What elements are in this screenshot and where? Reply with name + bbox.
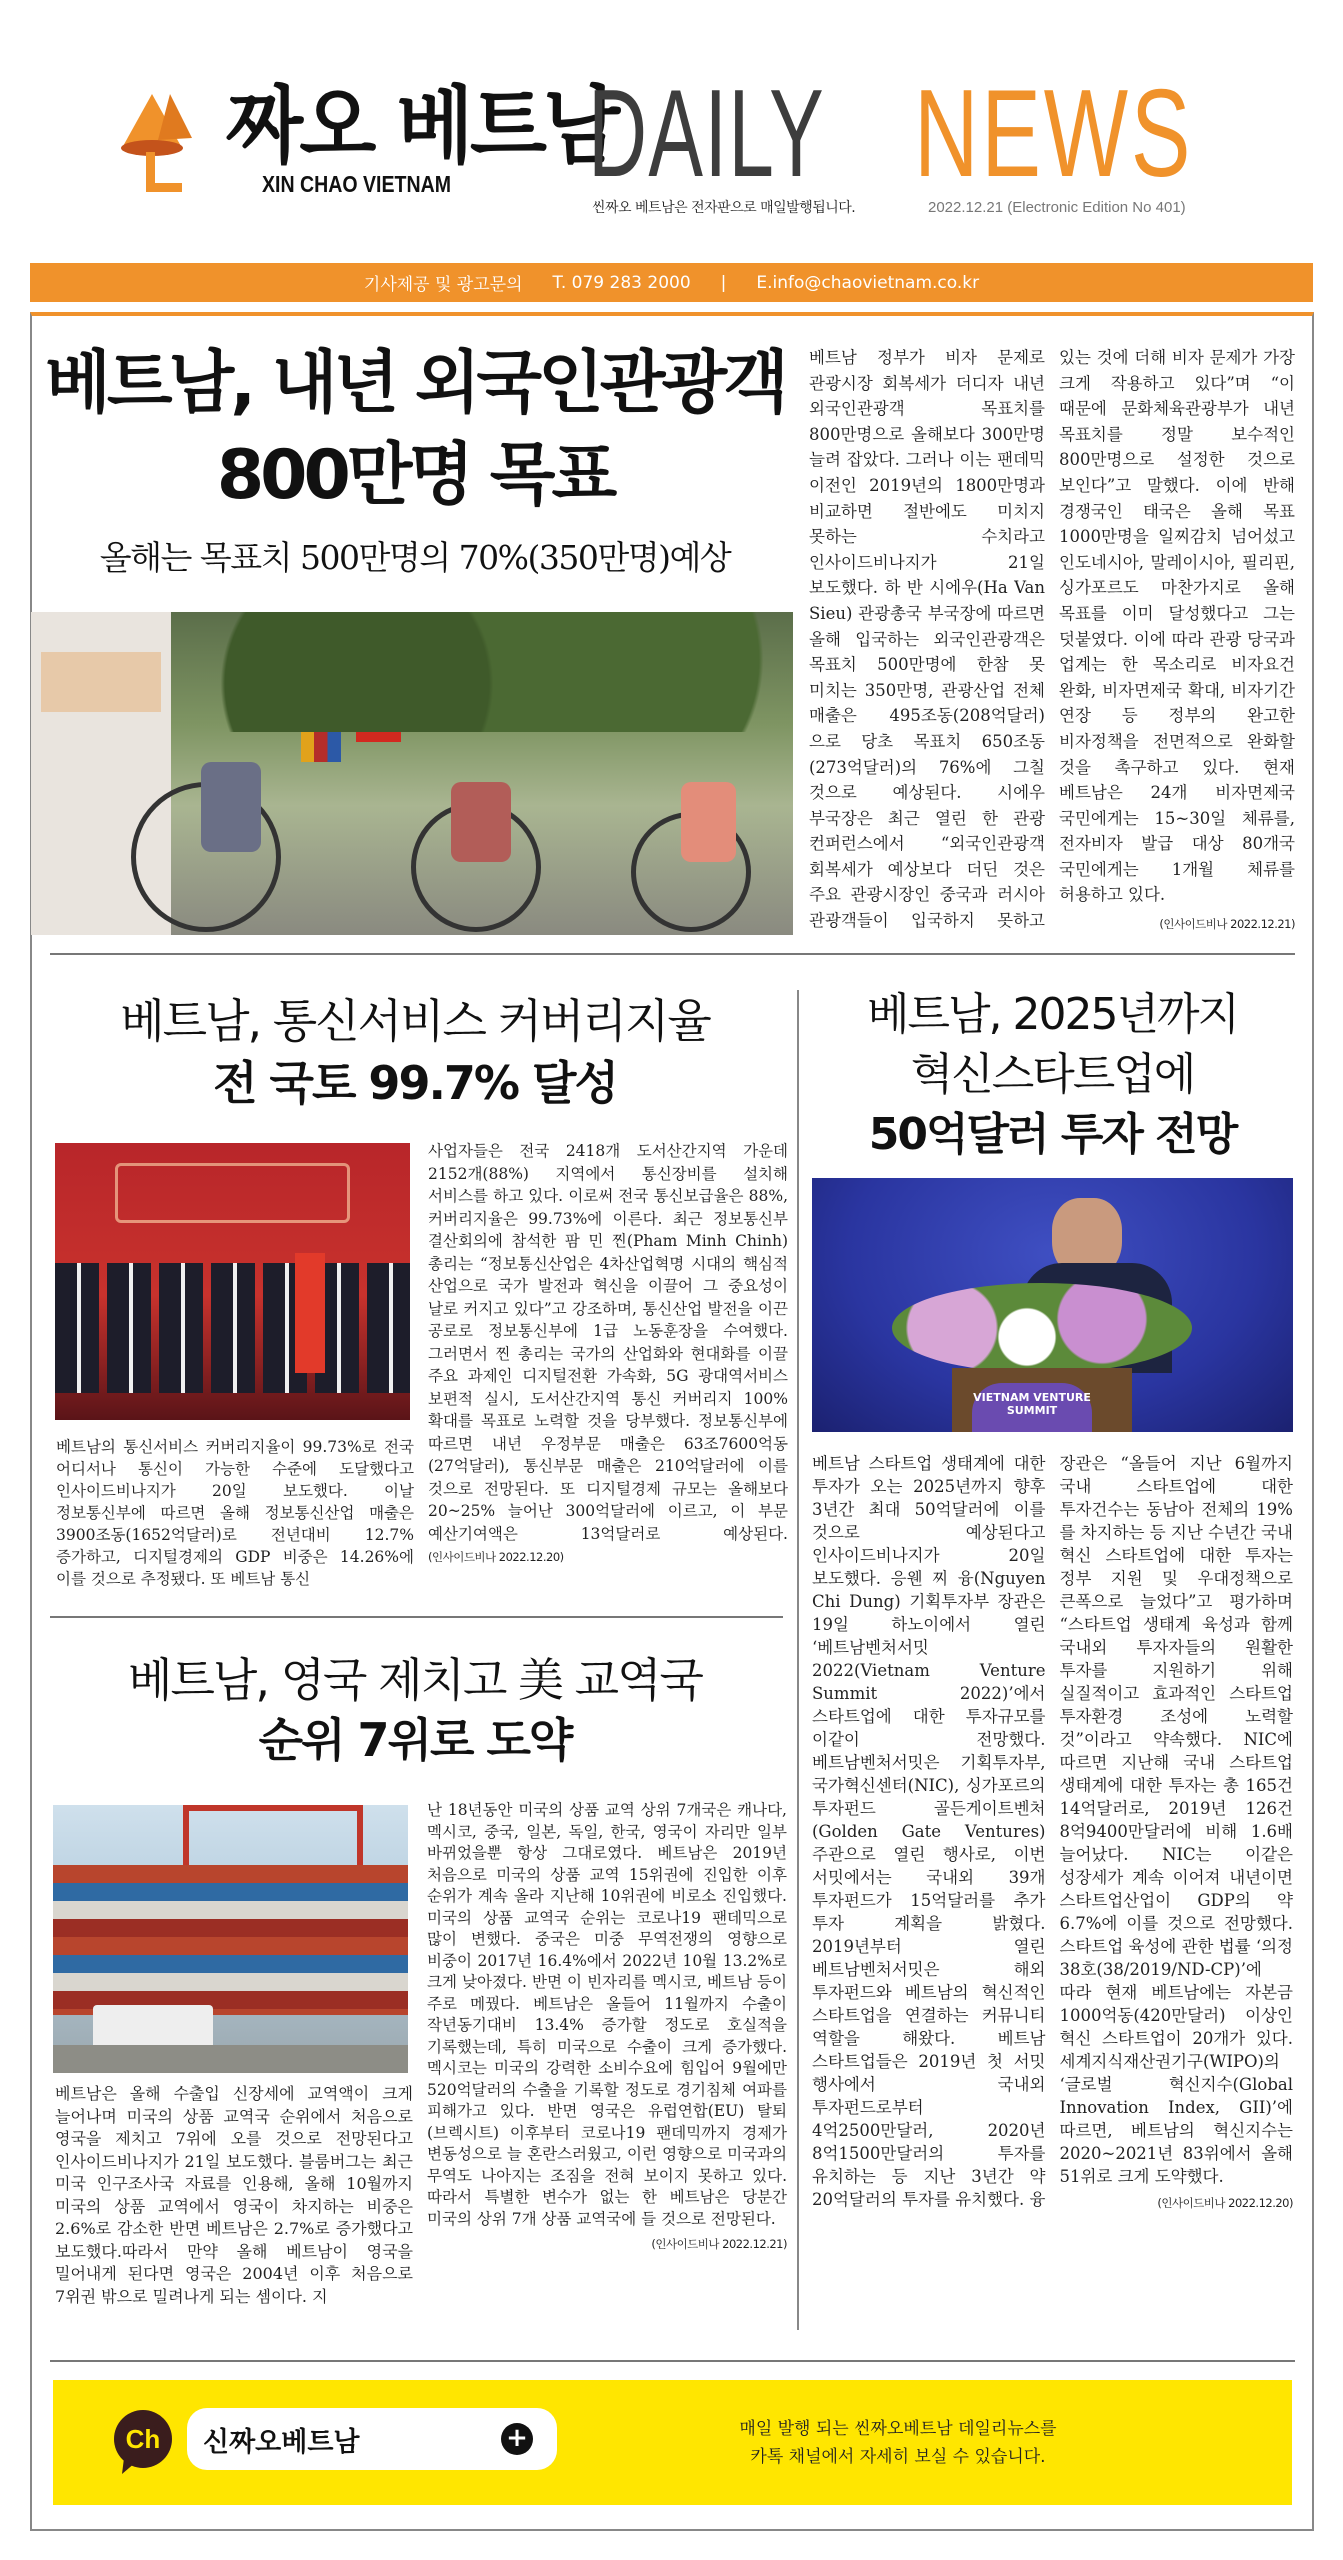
footer-message xyxy=(653,2415,1143,2471)
contact-bar xyxy=(30,263,1313,302)
kakao-channel-banner[interactable] xyxy=(53,2380,1292,2505)
article-2-body-right xyxy=(428,1140,788,1569)
add-channel-icon[interactable]: + xyxy=(501,2423,533,2455)
contact-email[interactable]: E.info@chaovietnam.co.kr xyxy=(756,272,980,293)
article-1-credit: (인사이드비나 2022.12.21) xyxy=(1159,917,1295,932)
footer-divider xyxy=(50,2360,1295,2362)
article-1-body-text: 베트남 정부가 비자 문제로 관광시장 회복세가 더디자 내년 외국인관광객 목표치를 800만명으로 올해보다 300만명 늘려 잡았다. 그러나 이는 팬데믹 이전인 2019년의 1800만명과 비교하면 절반에도 미치지 못하는 수치라고 인사이드비나지가 21일 보도했다. 하 반 시에우(Ha Van Sieu) 관광총국 부국장에 따르면 올해 입국하는 외국인관광객은 목표치 500만명에 한참 못 미치는 350만명, 관광산업 전체 매출은 495조동(208억달러)으로 당초 목표치 650조동(273억달러)의 76%에 그칠 것으로 예상된다. 시에우 부국장은 최근 열린 한 관광 컨퍼런스에서 “외국인관광객 회복세가 예상보다 더딘 것은 주요 관광시장인 중국과 러시아 관광객들이 입국하지 못하고 있는 것에 더해 비자 문제가 가장 크게 작용하고 있다”며 “이 때문에 문화체육관광부가 내년 목표치를 정말 보수적인 800만명으로 설정한 것으로 보인다”고 말했다. 이에 반해 경쟁국인 태국은 올해 목표 1000만명을 일찌감치 넘어섰고 인도네시아, 말레이시아, 필리핀, 싱가포르도 마찬가지로 올해 목표를 이미 달성했다고 그는 덧붙였다. 이에 따라 관광 당국과 업계는 한 목소리로 비자요건 완화, 비자면제국 확대, 비자기간 연장 등 정부의 완고한 비자정책을 전면적으로 완화할 것을 촉구하고 있다. 현재 베트남은 24개 비자면제국 국민에게는 15~30일 체류를, 전자비자 발급 대상 80개국 국민에게는 1개월 체류를 허용하고 있다. xyxy=(809,348,1295,931)
article-1-headline xyxy=(30,338,800,522)
article-2-body-right-text: 사업자들은 전국 2418개 도서산간지역 가운데 2152개(88%) 지역에서 통신장비를 설치해 서비스를 하고 있다. 이로써 전국 통신보급율은 88%, 커버리지율은 99.73%에 이른다. 최근 정보통신부 결산회의에 참석한 팜 민 찐(Pham Minh Chinh) 총리는 “정보통신산업은 4차산업혁명 시대의 핵심적 산업으로 국가 발전과 혁신을 이끌어 그 중요성이 날로 커지고 있다”고 강조하며, 통신산업 발전을 이끈 공로로 정보통신부에 1급 노동훈장을 수여했다. 그러면서 찐 총리는 국가의 산업화와 현대화를 이끌 주요 과제인 디지털전환 가속화, 5G 광대역서비스 보편적 실시, 도서산간지역 통신 커버리지 100% 확대를 목표로 노력할 것을 당부했다. 정보통신부에 따르면 내년 우정부문 매출은 63조7600억동(27억달러), 통신부문 매출은 210억달러에 이를 것으로 전망된다. 또 디지털경제 규모는 올해보다 20~25% 늘어난 300억달러에 이르고, 이 부문 예산기여액은 13억달러로 예상된다. xyxy=(428,1142,788,1543)
logo xyxy=(112,88,202,200)
article-4-body-right xyxy=(427,1800,787,2256)
article-3-headline-line3: 50억달러 투자 전망 xyxy=(868,1109,1237,1160)
article-2-photo xyxy=(55,1143,410,1420)
kakao-ch-text: Ch xyxy=(125,2424,161,2454)
title-news: NEWS xyxy=(914,65,1194,203)
venture-summit-sign: VIETNAM VENTURE SUMMIT xyxy=(972,1383,1092,1432)
section-divider-2 xyxy=(50,1616,783,1618)
article-2-headline-line1: 베트남, 통신서비스 커버리지율 xyxy=(120,994,710,1048)
article-3-headline-line1: 베트남, 2025년까지 xyxy=(867,989,1238,1040)
article-2-credit: (인사이드비나 2022.12.20) xyxy=(428,1550,564,1564)
contact-label: 기사제공 및 광고문의 xyxy=(363,275,523,295)
article-3-headline xyxy=(810,985,1295,1165)
article-2-body-left: 베트남의 통신서비스 커버리지율이 99.73%로 전국 어디서나 통신이 가능한 수준에 도달했다고 인사이드비나지가 20일 보도했다. 이날 정보통신부에 따르면 올해 정보통신산업 매출은 3900조동(1652억달러)로 전년대비 12.7% 증가하고, 디지털경제의 GDP 비중은 14.26%에 이를 것으로 추정됐다. 또 베트남 통신 xyxy=(56,1438,414,1588)
article-1-body xyxy=(809,345,1295,938)
logo-english-text: XIN CHAO VIETNAM xyxy=(262,171,451,197)
article-4-headline-line1: 베트남, 영국 제치고 美 교역국 xyxy=(128,1653,702,1707)
masthead-tagline: 씬짜오 베트남은 전자판으로 매일발행됩니다. xyxy=(592,200,856,216)
article-4-credit: (인사이드비나 2022.12.21) xyxy=(651,2237,787,2251)
article-3-photo xyxy=(812,1178,1293,1432)
article-3-headline-line2: 혁신스타트업에 xyxy=(910,1049,1195,1100)
edition-info: 2022.12.21 (Electronic Edition No 401) xyxy=(928,199,1186,216)
contact-phone[interactable]: T. 079 283 2000 xyxy=(552,272,691,293)
logo-cones-icon xyxy=(112,88,202,200)
article-1-subheadline: 올해는 목표치 500만명의 70%(350만명)예상 xyxy=(99,538,731,577)
column-divider xyxy=(797,990,799,2330)
logo-korean-text: 짜오 베트남 xyxy=(226,77,617,175)
footer-message-line2: 카톡 채널에서 자세히 보실 수 있습니다. xyxy=(750,2447,1046,2467)
footer-message-line1: 매일 발행 되는 씬짜오베트남 데일리뉴스를 xyxy=(739,2419,1057,2439)
article-4-headline-line2: 순위 7위로 도약 xyxy=(258,1713,572,1767)
kakao-channel-icon[interactable] xyxy=(110,2410,178,2476)
article-3-credit: (인사이드비나 2022.12.20) xyxy=(1157,2196,1293,2210)
channel-name: 신짜오베트남 xyxy=(203,2426,360,2458)
article-4-body-left: 베트남은 올해 수출입 신장세에 교역액이 크게 늘어나며 미국의 상품 교역국 순위에서 처음으로 영국을 제치고 7위에 오를 것으로 전망된다고 인사이드비나지가 21일 보도했다. 블룸버그는 최근 미국 인구조사국 자료를 인용해, 올해 10월까지 미국의 상품 교역에서 영국이 차지하는 비중은 2.6%로 감소한 반면 베트남은 2.7%로 증가했다고 보도했다.따라서 만약 올해 베트남이 영국을 밀어내게 된다면 영국은 2004년 이후 처음으로 7위권 밖으로 밀려나게 되는 셈이다. 지 xyxy=(55,2084,413,2306)
channel-name-pill[interactable] xyxy=(187,2408,557,2470)
article-4-headline xyxy=(40,1650,790,1770)
article-4-body-right-text: 난 18년동안 미국의 상품 교역 상위 7개국은 캐나다, 멕시코, 중국, 일본, 독일, 한국, 영국이 자리만 일부 바뀌었을뿐 항상 그대로였다. 베트남은 2019년 처음으로 미국의 상품 교역 15위권에 진입한 이후 순위가 계속 올라 지난해 10위권에 비로소 진입했다. 미국의 상품 교역국 순위는 코로나19 팬데믹으로 많이 변했다. 중국은 미중 무역전쟁의 영향으로 비중이 2017년 16.4%에서 2022년 10월 13.2%로 크게 낮아졌다. 반면 이 빈자리를 멕시코, 베트남 등이 주로 메꿨다. 베트남은 올들어 11월까지 수출이 작년동기대비 13.4% 증가할 정도로 호실적을 기록했는데, 특히 미국으로 수출이 크게 증가했다. 멕시코는 미국의 강력한 소비수요에 힘입어 9월에만 520억달러의 수출을 기록할 정도로 경기침체 여파를 피해가고 있다. 반면 영국은 유럽연합(EU) 탈퇴(브렉시트) 이후부터 코로나19 팬데믹까지 경제가 변동성으로 늘 혼란스러웠고, 이런 영향으로 미국과의 무역도 나아지는 조짐을 전혀 보이지 못하고 있다.따라서 특별한 변수가 없는 한 베트남은 당분간 미국의 상위 7개 상품 교역국에 들 것으로 전망된다. xyxy=(427,1801,787,2228)
title-daily: DAILY xyxy=(588,65,826,203)
article-4-photo xyxy=(53,1805,408,2073)
article-1-headline-line2: 800만명 목표 xyxy=(216,436,614,515)
section-divider xyxy=(50,953,1295,955)
article-3-body-text: 베트남 스타트업 생태계에 대한 투자가 오는 2025년까지 향후 3년간 최대 50억달러에 이를 것으로 예상된다고 인사이드비나지가 20일 보도했다. 응웬 찌 융(Nguyen Chi Dung) 기획투자부 장관은 19일 하노이에서 열린 ‘베트남벤처서밋 2022(Vietnam Venture Summit 2022)’에서 스타트업에 대한 투자규모를 이같이 전망했다. 베트남벤처서밋은 기획투자부, 국가혁신센터(NIC), 싱가포르의 투자펀드 골든게이트벤처(Golden Gate Ventures) 주관으로 열린 행사로, 이번 서밋에서는 국내외 39개 투자펀드가 15억달러를 추가 투자 계획을 밝혔다. 2019년부터 열린 베트남벤처서밋은 해외 투자펀드와 베트남의 혁신적인 스타트업을 연결하는 커뮤니티 역할을 해왔다. 베트남 스타트업들은 2019년 첫 서밋 행사에서 국내외 투자펀드로부터 4억2500만달러, 2020년 8억1500만달러의 투자를 유치하는 등 지난 3년간 약 20억달러의 투자를 유치했다. 융 장관은 “올들어 지난 6월까지 국내 스타트업에 대한 투자건수는 동남아 전체의 19%를 차지하는 등 지난 수년간 국내 혁신 스타트업에 대한 투자는 정부 지원 및 우대정책으로 큰폭으로 늘었다”고 평가하며 “스타트업 생태계 육성과 함께 국내외 투자자들의 원활한 투자를 지원하기 위해 실질적이고 효과적인 스타트업 투자환경 조성에 노력할 것”이라고 약속했다. NIC에 따르면 지난해 국내 스타트업 생태계에 대한 투자는 총 165건 14억달러로, 2019년 126건 8억9400만달러에 비해 1.6배 늘어났다. NIC는 이같은 성장세가 계속 이어져 내년이면 스타트업산업이 GDP의 약 6.7%에 이를 것으로 전망했다. 스타트업 육성에 관한 법률 ‘의정 38호(38/2019/ND-CP)’에 따라 현재 베트남에는 자본금 1000억동(420만달러) 이상인 혁신 스타트업이 20개가 있다. 세계지식재산권기구(WIPO)의 ‘글로벌 혁신지수(Global Innovation Index, GII)’에 따르면, 베트남의 혁신지수는 2020~2021년 83위에서 올해 51위로 크게 도약했다. xyxy=(812,1454,1293,2209)
article-2-headline xyxy=(40,990,790,1114)
article-2-headline-line2: 전 국토 99.7% 달성 xyxy=(213,1056,617,1110)
article-3-body xyxy=(812,1452,1293,2215)
article-1-headline-line1: 베트남, 내년 외국인관광객 xyxy=(45,344,785,423)
article-1-photo xyxy=(31,612,793,935)
contact-separator: | xyxy=(720,272,727,293)
